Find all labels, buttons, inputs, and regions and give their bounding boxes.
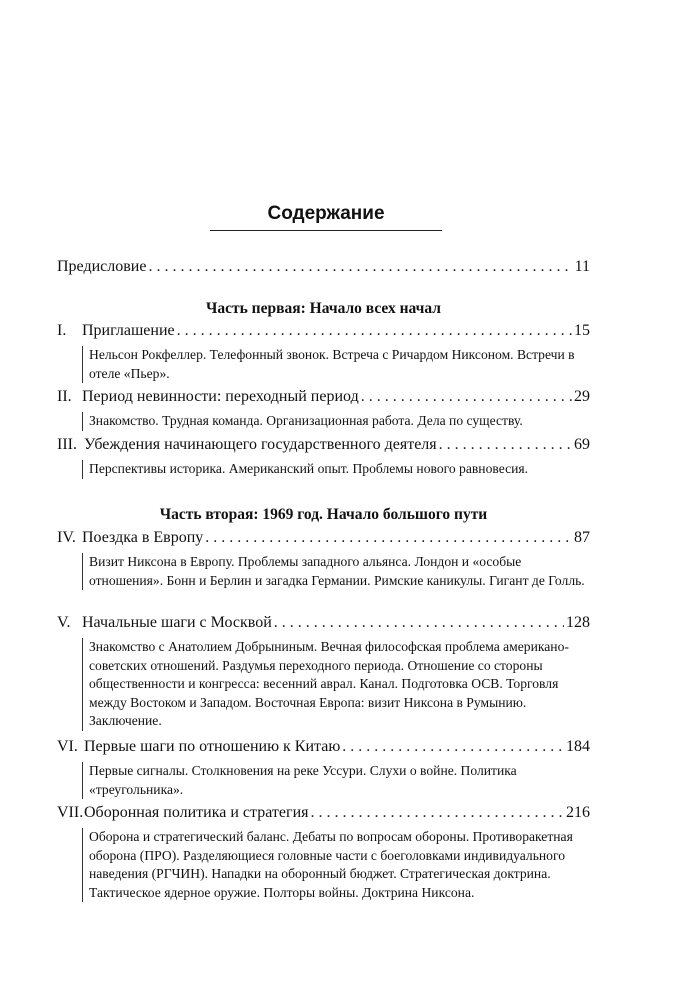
- dot-leader: [342, 736, 564, 757]
- dot-leader: [274, 612, 564, 633]
- chapter-title: Приглашение: [82, 322, 175, 339]
- part-title: Часть первая: Начало всех начал: [205, 300, 441, 317]
- chapter-number: V.: [57, 614, 71, 631]
- page-title: Содержание: [210, 202, 442, 231]
- toc-entry-chapter[interactable]: [0, 802, 682, 902]
- toc-entry-preface[interactable]: [0, 256, 682, 278]
- chapter-title: Период невинности: переходный период: [82, 388, 359, 405]
- chapter-description: Перспективы историка. Американский опыт. Проблемы нового равновесия.: [82, 460, 590, 479]
- dot-leader: [310, 802, 564, 823]
- toc-entry-chapter[interactable]: [0, 736, 682, 799]
- page-number: 87: [574, 529, 590, 546]
- dot-leader: [439, 434, 572, 455]
- dot-leader: [177, 320, 572, 341]
- toc-entry-chapter[interactable]: [0, 527, 682, 590]
- chapter-number: VII.: [57, 804, 84, 821]
- dot-leader: [361, 386, 572, 407]
- toc-entry-chapter[interactable]: [0, 612, 682, 731]
- page-number: 11: [574, 258, 590, 275]
- chapter-description: Знакомство с Анатолием Добрыниным. Вечная философская проблема американо-советских отношений. Раздумья переходного периода. Отношение со стороны общественности и конгресса: весенний аврал. Канал. Подготовка ОСВ. Торговля между Востоком и Западом. Восточная Европа: визит Никсона в Румынию. Заключение.: [82, 638, 590, 731]
- page-number: 15: [574, 322, 590, 339]
- dot-leader: [148, 256, 572, 277]
- toc-entry-chapter[interactable]: [0, 434, 682, 479]
- chapter-number: IV.: [57, 529, 76, 546]
- page-number: 216: [566, 804, 590, 821]
- chapter-title: Начальные шаги с Москвой: [82, 614, 272, 631]
- toc-entry-chapter[interactable]: [0, 386, 682, 431]
- chapter-number: VI.: [57, 738, 78, 755]
- chapter-number: II.: [57, 388, 72, 405]
- part-title: Часть вторая: 1969 год. Начало большого пути: [159, 506, 488, 523]
- chapter-description: Оборона и стратегический баланс. Дебаты по вопросам обороны. Противоракетная оборона (ПРО). Разделяющиеся головные части с боеголовками индивидуального наведения (РГЧИН). Нападки на оборонный бюджет. Стратегическая доктрина. Тактическое ядерное оружие. Полторы войны. Доктрина Никсона.: [82, 828, 590, 902]
- page-number: 128: [566, 614, 590, 631]
- page-number: 29: [574, 388, 590, 405]
- chapter-title: Первые шаги по отношению к Китаю: [84, 738, 341, 755]
- chapter-number: III.: [57, 436, 77, 453]
- chapter-description: Знакомство. Трудная команда. Организационная работа. Дела по существу.: [82, 412, 590, 431]
- toc-entry-chapter[interactable]: [0, 320, 682, 383]
- chapter-title: Убеждения начинающего государственного деятеля: [84, 436, 437, 453]
- page-number: 184: [566, 738, 590, 755]
- entry-title: Предисловие: [57, 258, 147, 275]
- chapter-description: Первые сигналы. Столкновения на реке Уссури. Слухи о войне. Политика «треугольника».: [82, 762, 590, 799]
- chapter-number: I.: [57, 322, 67, 339]
- chapter-description: Нельсон Рокфеллер. Телефонный звонок. Встреча с Ричардом Никсоном. Встречи в отеле «Пьер».: [82, 346, 590, 383]
- chapter-title: Оборонная политика и стратегия: [84, 804, 309, 821]
- chapter-description: Визит Никсона в Европу. Проблемы западного альянса. Лондон и «особые отношения». Бонн и Берлин и загадка Германии. Римские каникулы. Гигант де Голль.: [82, 553, 590, 590]
- chapter-title: Поездка в Европу: [82, 529, 204, 546]
- page-number: 69: [574, 436, 590, 453]
- dot-leader: [205, 527, 572, 548]
